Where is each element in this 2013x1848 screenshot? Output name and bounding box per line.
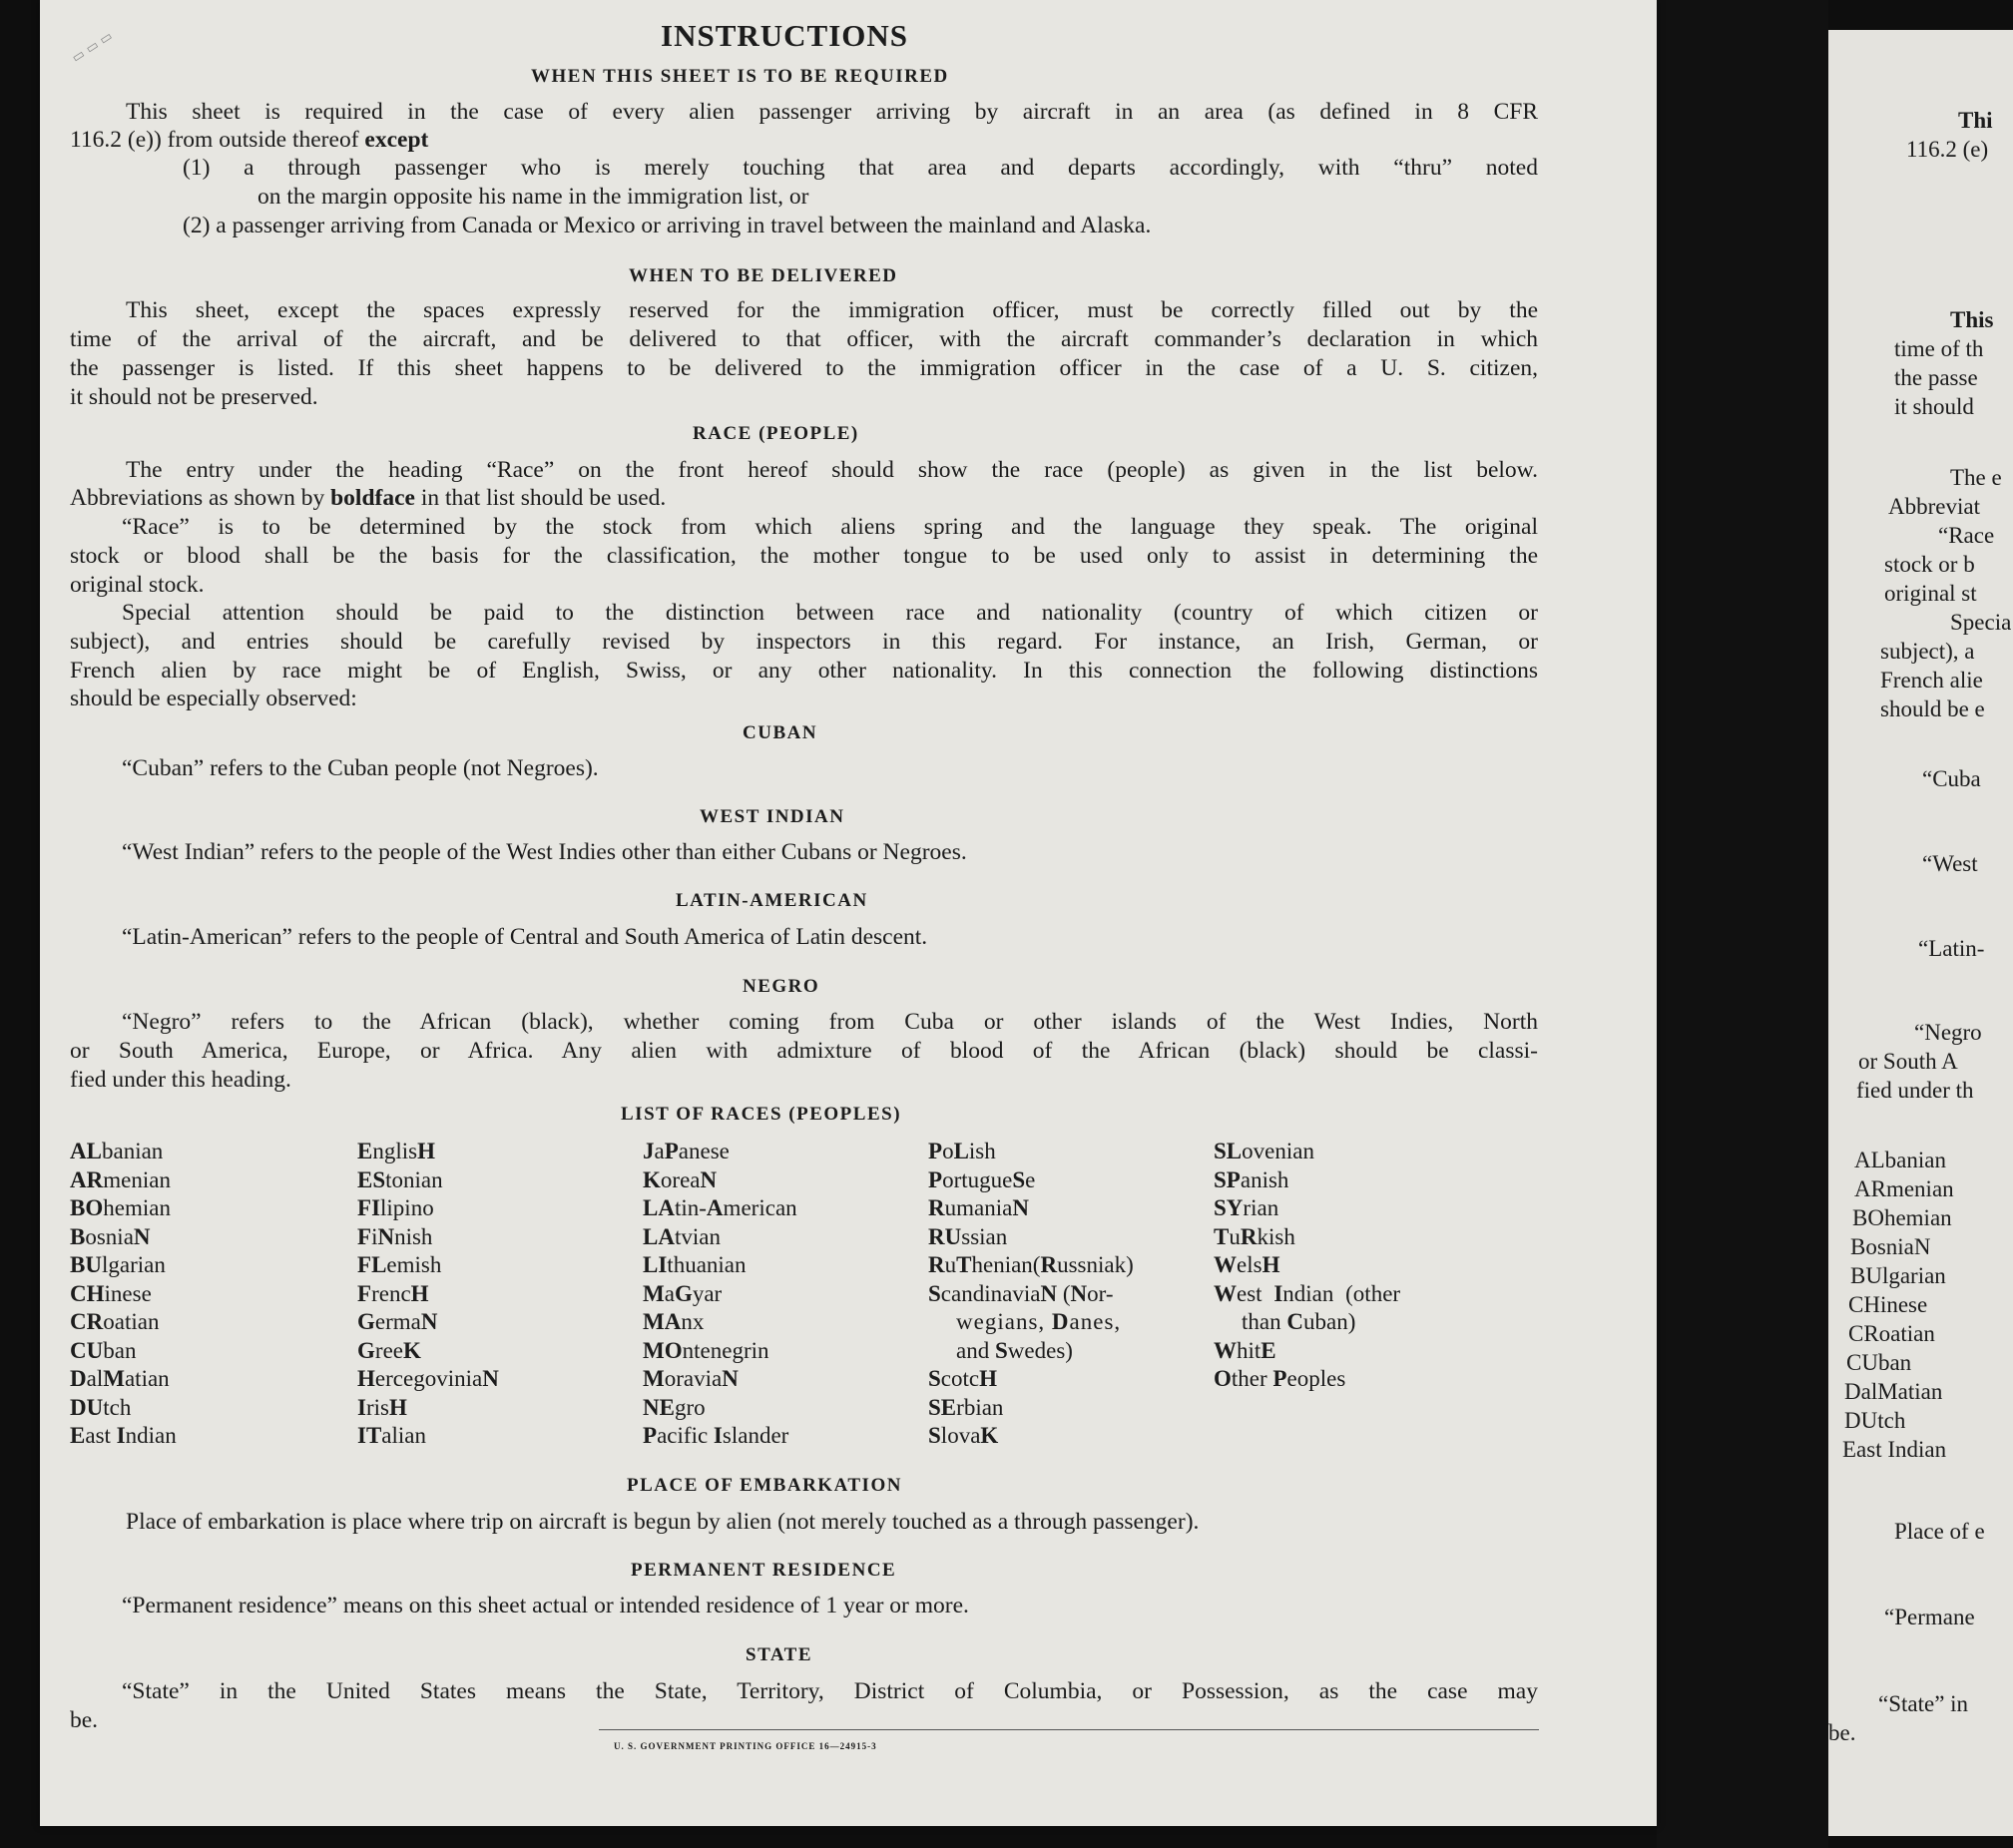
adjacent-text: the passe	[1894, 365, 1978, 390]
para-line: should be especially observed:	[70, 686, 357, 711]
heading-negro: NEGRO	[743, 976, 820, 997]
adjacent-text: should be e	[1880, 696, 1985, 721]
list-item-2: (2) a passenger arriving from Canada or Mexico or arriving in travel between the mainland and Alaska.	[183, 213, 1152, 238]
race-entry: LAtvian	[643, 1223, 721, 1249]
race-entry: than Cuban)	[1242, 1309, 1356, 1334]
race-column-1	[70, 1138, 177, 1451]
race-entry: wegians, Danes,	[956, 1309, 1122, 1334]
para-line: “Negro” refers to the African (black), whether coming from Cuba or other islands of the West Indies, North	[122, 1009, 1538, 1035]
race-entry: SErbian	[928, 1394, 1004, 1420]
para-line	[70, 126, 428, 155]
para-line: French alien by race might be of English, Swiss, or any other nationality. In this connection the following distinctions	[70, 658, 1538, 684]
adjacent-text: Thi	[1958, 108, 1993, 133]
adjacent-text: DUtch	[1844, 1408, 1906, 1433]
race-entry: SPanish	[1214, 1166, 1289, 1192]
adjacent-text: CHinese	[1848, 1292, 1928, 1317]
race-entry: EnglisH	[357, 1139, 435, 1163]
race-entry: DUtch	[70, 1394, 132, 1420]
race-entry: and Swedes)	[956, 1337, 1073, 1363]
race-entry: GreeK	[357, 1337, 421, 1363]
adjacent-text: East Indian	[1842, 1437, 1947, 1462]
race-entry: BUlgarian	[70, 1252, 166, 1277]
adjacent-text: Specia	[1950, 610, 2012, 635]
race-entry: LIthuanian	[643, 1252, 747, 1277]
race-entry: Other Peoples	[1214, 1366, 1346, 1391]
race-entry: KoreaN	[643, 1166, 718, 1192]
faint-stamp: ▭ ▭ ▭	[69, 28, 116, 67]
race-entry: FiNnish	[357, 1223, 433, 1249]
race-entry: LAtin-American	[643, 1195, 797, 1220]
heading-west-indian: WEST INDIAN	[700, 806, 845, 827]
para-line: time of the arrival of the aircraft, and be delivered to that officer, with the aircraft commander’s declaration in which	[70, 326, 1538, 352]
adjacent-text: subject), a	[1880, 639, 1975, 664]
adjacent-text: This	[1950, 307, 1994, 332]
boldface-word: boldface	[330, 485, 415, 511]
para-line: original stock.	[70, 572, 205, 598]
race-entry: MaGyar	[643, 1280, 723, 1306]
race-column-4	[928, 1138, 1134, 1451]
adjacent-text: CRoatian	[1848, 1321, 1935, 1346]
page-title: INSTRUCTIONS	[661, 18, 909, 53]
para-line: subject), and entries should be carefully revised by inspectors in this regard. For instance, an Irish, German, or	[70, 629, 1538, 655]
para-line: the passenger is listed. If this sheet happens to be delivered to the immigration officer in the case of a U. S. citizen,	[70, 355, 1538, 381]
heading-state: STATE	[746, 1644, 812, 1665]
adjacent-text: BUlgarian	[1850, 1263, 1946, 1288]
para-line: Special attention should be paid to the distinction between race and nationality (country of which citizen or	[122, 600, 1538, 626]
para-line: or South America, Europe, or Africa. Any alien with admixture of blood of the African (black) should be classi-	[70, 1038, 1538, 1064]
adjacent-text: French alie	[1880, 668, 1983, 693]
race-entry: ALbanian	[70, 1139, 164, 1163]
para-text: Abbreviations as shown by	[70, 485, 331, 511]
adjacent-text: “Race	[1938, 523, 1995, 548]
adjacent-text: “Cuba	[1922, 766, 1981, 791]
scan-background	[1657, 0, 1828, 1848]
residence-text: “Permanent residence” means on this sheet actual or intended residence of 1 year or more.	[122, 1593, 969, 1618]
race-column-3	[643, 1138, 797, 1451]
race-entry: Pacific Islander	[643, 1423, 789, 1448]
race-entry: MAnx	[643, 1309, 705, 1334]
adjacent-text: The e	[1950, 465, 2002, 490]
adjacent-text: CUban	[1846, 1350, 1912, 1375]
adjacent-text: 116.2 (e)	[1906, 137, 1989, 162]
race-entry: PoLish	[928, 1139, 996, 1163]
race-entry: CUban	[70, 1337, 137, 1363]
race-entry: NEgro	[643, 1394, 706, 1420]
adjacent-text: BosniaN	[1850, 1234, 1931, 1259]
adjacent-text: “West	[1922, 851, 1978, 876]
adjacent-text: original st	[1884, 581, 1977, 606]
para-line: it should not be preserved.	[70, 384, 318, 410]
race-entry: SLovenian	[1214, 1139, 1314, 1163]
para-line: be.	[70, 1707, 99, 1733]
race-entry: MOntenegrin	[643, 1337, 769, 1363]
race-entry: ITalian	[357, 1423, 427, 1448]
para-line: fied under this heading.	[70, 1067, 291, 1093]
cuban-text: “Cuban” refers to the Cuban people (not Negroes).	[122, 755, 599, 781]
para-text: 116.2 (e)) from outside thereof	[70, 127, 365, 153]
race-entry: FIlipino	[357, 1195, 434, 1220]
race-entry: JaPanese	[643, 1139, 730, 1163]
race-entry: HercegoviniaN	[357, 1366, 499, 1391]
heading-when-required: WHEN THIS SHEET IS TO BE REQUIRED	[531, 66, 949, 87]
race-entry: WhitE	[1214, 1337, 1276, 1363]
race-entry: RUssian	[928, 1223, 1008, 1249]
adjacent-text: “State” in	[1878, 1691, 1969, 1716]
race-entry: SYrian	[1214, 1195, 1279, 1220]
list-item-1: (1) a through passenger who is merely touching that area and departs accordingly, with “thru” noted	[183, 155, 1538, 181]
race-entry: TuRkish	[1214, 1223, 1295, 1249]
race-entry: PortugueSe	[928, 1166, 1036, 1192]
para-line: The entry under the heading “Race” on the front hereof should show the race (people) as given in the list below.	[126, 457, 1538, 483]
race-entry: WelsH	[1214, 1252, 1280, 1277]
race-entry: RumaniaN	[928, 1195, 1029, 1220]
race-entry: IrisH	[357, 1394, 407, 1420]
adjacent-text: stock or b	[1884, 552, 1975, 577]
adjacent-text: “Negro	[1914, 1020, 1982, 1045]
para-line: This sheet, except the spaces expressly reserved for the immigration officer, must be correctly filled out by the	[126, 297, 1538, 323]
west-indian-text: “West Indian” refers to the people of the West Indies other than either Cubans or Negroes.	[122, 839, 967, 865]
race-entry: GermaN	[357, 1309, 438, 1334]
race-entry: ScotcH	[928, 1366, 998, 1391]
heading-race: RACE (PEOPLE)	[693, 423, 859, 444]
race-entry: CHinese	[70, 1280, 152, 1306]
para-line: stock or blood shall be the basis for the classification, the mother tongue to be used only to assist in determining the	[70, 543, 1538, 569]
heading-permanent-residence: PERMANENT RESIDENCE	[631, 1560, 897, 1581]
para-line: “State” in the United States means the State, Territory, District of Columbia, or Possession, as the case may	[122, 1678, 1538, 1704]
adjacent-text: BOhemian	[1852, 1205, 1952, 1230]
race-entry: ScandinaviaN (Nor-	[928, 1280, 1114, 1306]
race-entry: CRoatian	[70, 1309, 160, 1334]
heading-latin-american: LATIN-AMERICAN	[676, 890, 868, 911]
adjacent-text: fied under th	[1856, 1078, 1974, 1103]
adjacent-text: ALbanian	[1854, 1148, 1946, 1172]
heading-list-of-races: LIST OF RACES (PEOPLES)	[621, 1104, 902, 1125]
adjacent-text: “Latin-	[1918, 936, 1985, 961]
list-item-1-cont: on the margin opposite his name in the immigration list, or	[257, 184, 809, 210]
race-entry: BosniaN	[70, 1223, 151, 1249]
race-entry: FrencH	[357, 1280, 429, 1306]
adjacent-text: it should	[1894, 394, 1974, 419]
adjacent-text: or South A	[1858, 1049, 1958, 1074]
para-text: in that list should be used.	[414, 485, 667, 511]
latin-american-text: “Latin-American” refers to the people of Central and South America of Latin descent.	[122, 924, 928, 950]
race-entry: DalMatian	[70, 1366, 170, 1391]
adjacent-text: Place of e	[1894, 1519, 1985, 1544]
race-entry: FLemish	[357, 1252, 442, 1277]
race-entry: EStonian	[357, 1166, 443, 1192]
heading-place-of-embarkation: PLACE OF EMBARKATION	[627, 1475, 902, 1496]
adjacent-text: be.	[1828, 1720, 1856, 1745]
heading-when-delivered: WHEN TO BE DELIVERED	[629, 265, 898, 286]
adjacent-sheet	[1828, 30, 2013, 1836]
printing-office-footer: U. S. GOVERNMENT PRINTING OFFICE 16—24915-3	[614, 1741, 877, 1751]
adjacent-text: time of th	[1894, 336, 1984, 361]
except-bold: except	[364, 127, 429, 153]
para-line	[70, 484, 666, 513]
adjacent-text: Abbreviat	[1888, 494, 1980, 519]
para-line: This sheet is required in the case of every alien passenger arriving by aircraft in an area (as defined in 8 CFR	[126, 99, 1538, 125]
heading-cuban: CUBAN	[743, 722, 818, 743]
race-column-5	[1214, 1138, 1400, 1394]
race-entry: RuThenian(Russniak)	[928, 1252, 1134, 1277]
race-entry: ARmenian	[70, 1166, 171, 1192]
adjacent-text: “Permane	[1884, 1605, 1975, 1629]
instruction-sheet	[40, 0, 1657, 1826]
place-text: Place of embarkation is place where trip on aircraft is begun by alien (not merely touched as a through passenger).	[126, 1509, 1200, 1535]
adjacent-text: DalMatian	[1844, 1379, 1943, 1404]
race-entry: East Indian	[70, 1423, 177, 1448]
footer-rule	[599, 1729, 1539, 1730]
para-line: “Race” is to be determined by the stock from which aliens spring and the language they speak. The original	[122, 514, 1538, 540]
race-entry: SlovaK	[928, 1423, 999, 1448]
race-column-2	[357, 1138, 499, 1451]
race-entry: West Indian (other	[1214, 1280, 1401, 1306]
race-entry: BOhemian	[70, 1195, 171, 1220]
adjacent-text: ARmenian	[1854, 1176, 1954, 1201]
race-entry: MoraviaN	[643, 1366, 739, 1391]
